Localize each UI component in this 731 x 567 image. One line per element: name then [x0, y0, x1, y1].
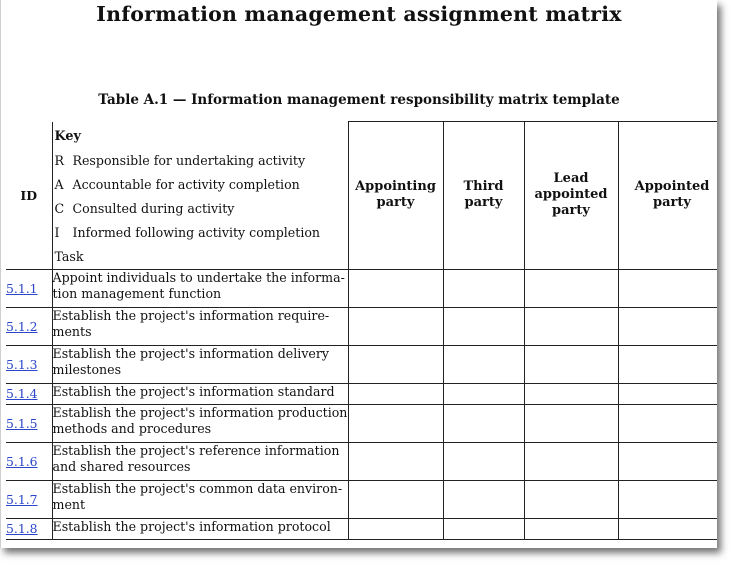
id-cell: [6, 383, 52, 404]
task-line: methods and procedures: [52, 420, 212, 436]
table-row: [6, 345, 717, 383]
party-line: Appointing: [355, 179, 436, 195]
clause-link[interactable]: 5.1.2: [6, 318, 38, 334]
table-row: [6, 442, 717, 480]
clause-link[interactable]: 5.1.3: [6, 356, 38, 372]
task-cell: [52, 480, 348, 518]
task-line: Appoint individuals to undertake the informa-: [52, 269, 345, 285]
key-text: Consulted during activity: [72, 200, 235, 216]
lead-appointed-party-cell[interactable]: [524, 345, 618, 383]
id-cell: [6, 404, 52, 442]
third-party-cell[interactable]: [443, 383, 524, 404]
table-row: [6, 383, 717, 404]
task-cell: [52, 383, 348, 404]
appointing-party-cell[interactable]: [348, 383, 443, 404]
clause-link[interactable]: 5.1.5: [6, 415, 38, 431]
lead-appointed-party-cell[interactable]: [524, 442, 618, 480]
key-title: Key: [54, 128, 81, 144]
party-line: party: [464, 195, 503, 211]
task-cell: [52, 404, 348, 442]
column-header-appointed-party: [618, 122, 717, 270]
id-cell: [6, 480, 52, 518]
task-line: tion management function: [52, 285, 222, 301]
task-line: Establish the project's information require-: [52, 307, 330, 323]
table-row: [6, 269, 717, 307]
id-cell: [6, 442, 52, 480]
task-line: and shared resources: [52, 458, 191, 474]
key-item-a: [55, 173, 348, 197]
key-letter: I: [54, 224, 60, 240]
table-row: [6, 307, 717, 345]
page-title: Information management assignment matrix: [96, 2, 622, 26]
third-party-cell[interactable]: [443, 442, 524, 480]
table-row: [6, 480, 717, 518]
key-text: Responsible for undertaking activity: [72, 152, 306, 168]
lead-appointed-party-cell[interactable]: [524, 518, 618, 539]
task-cell: [52, 518, 348, 539]
appointed-party-cell[interactable]: [618, 480, 717, 518]
task-cell: [52, 307, 348, 345]
key-item-i: [55, 221, 348, 245]
third-party-cell[interactable]: [443, 307, 524, 345]
appointed-party-cell[interactable]: [618, 307, 717, 345]
party-line: party: [376, 195, 415, 211]
appointed-party-cell[interactable]: [618, 442, 717, 480]
appointing-party-cell[interactable]: [348, 480, 443, 518]
appointing-party-cell[interactable]: [348, 269, 443, 307]
appointed-party-cell[interactable]: [618, 269, 717, 307]
task-line: ments: [52, 323, 92, 339]
column-header-third-party: [443, 122, 524, 270]
responsibility-matrix-table: [6, 121, 717, 540]
clause-link[interactable]: 5.1.7: [6, 491, 38, 507]
task-cell: [52, 269, 348, 307]
party-line: party: [653, 195, 691, 211]
key-column-header: [52, 122, 348, 270]
key-item-r: [55, 149, 348, 173]
key-text: Accountable for activity completion: [72, 176, 300, 192]
appointing-party-cell[interactable]: [348, 307, 443, 345]
lead-appointed-party-cell[interactable]: [524, 480, 618, 518]
task-line: Establish the project's information protocol: [52, 518, 331, 534]
appointing-party-cell[interactable]: [348, 518, 443, 539]
column-header-lead-appointed-party: [524, 122, 618, 270]
appointed-party-cell[interactable]: [618, 404, 717, 442]
lead-appointed-party-cell[interactable]: [524, 269, 618, 307]
task-line: ment: [52, 496, 86, 512]
lead-appointed-party-cell[interactable]: [524, 307, 618, 345]
party-line: Third: [463, 179, 504, 195]
id-cell: [6, 518, 52, 539]
key-letter: A: [54, 176, 64, 192]
table-row: [6, 518, 717, 539]
lead-appointed-party-cell[interactable]: [524, 404, 618, 442]
appointed-party-cell[interactable]: [618, 383, 717, 404]
column-header-appointing-party: [348, 122, 443, 270]
task-cell: [52, 345, 348, 383]
party-line: Lead: [553, 171, 589, 187]
third-party-cell[interactable]: [443, 480, 524, 518]
table-caption: Table A.1 — Information management responsibility matrix template: [98, 92, 620, 108]
key-letter: C: [54, 200, 65, 216]
id-cell: [6, 345, 52, 383]
task-cell: [52, 442, 348, 480]
id-cell: [6, 269, 52, 307]
id-cell: [6, 307, 52, 345]
party-line: appointed: [534, 187, 608, 203]
lead-appointed-party-cell[interactable]: [524, 383, 618, 404]
third-party-cell[interactable]: [443, 269, 524, 307]
task-line: Establish the project's common data environ-: [52, 480, 343, 496]
id-column-header: ID: [6, 122, 52, 270]
table-row: [6, 404, 717, 442]
clause-link[interactable]: 5.1.4: [6, 386, 38, 401]
third-party-cell[interactable]: [443, 404, 524, 442]
table-header-row: [6, 122, 717, 270]
key-text: Informed following activity completion: [72, 224, 321, 240]
clause-link[interactable]: 5.1.8: [6, 521, 38, 536]
appointing-party-cell[interactable]: [348, 404, 443, 442]
party-line: Appointed: [634, 179, 710, 195]
party-line: party: [552, 203, 590, 219]
task-line: milestones: [52, 361, 122, 377]
appointed-party-cell[interactable]: [618, 345, 717, 383]
task-line: Establish the project's reference information: [52, 442, 340, 458]
task-line: Establish the project's information delivery: [52, 345, 330, 361]
appointing-party-cell[interactable]: [348, 345, 443, 383]
task-label: Task: [54, 248, 84, 264]
third-party-cell[interactable]: [443, 345, 524, 383]
third-party-cell[interactable]: [443, 518, 524, 539]
clause-link[interactable]: 5.1.1: [6, 280, 38, 296]
key-item-c: [55, 197, 348, 221]
clause-link[interactable]: 5.1.6: [6, 453, 38, 469]
task-line: Establish the project's information standard: [52, 383, 335, 399]
appointed-party-cell[interactable]: [618, 518, 717, 539]
key-letter: R: [54, 152, 64, 168]
task-line: Establish the project's information production: [52, 404, 348, 420]
appointing-party-cell[interactable]: [348, 442, 443, 480]
